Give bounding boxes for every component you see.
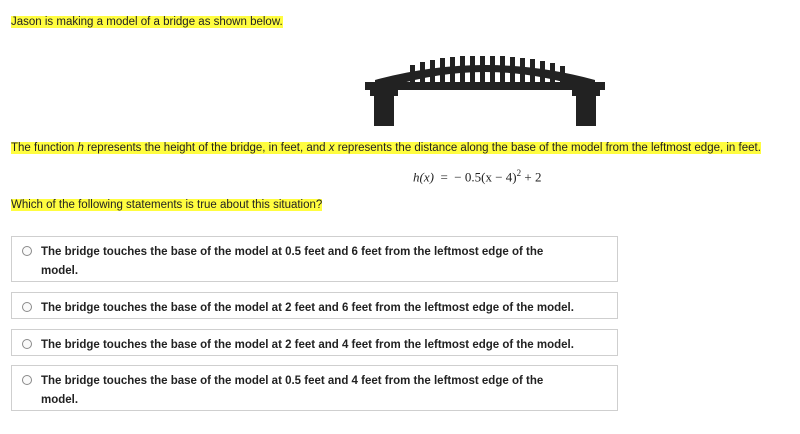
function-text-3: represents the distance along the base of the model from the leftmost edge, in feet. — [334, 142, 761, 154]
equation-lhs: h(x) — [413, 169, 434, 185]
equation — [413, 168, 541, 185]
bridge-left-pier — [374, 96, 394, 126]
bridge-right-pier-cap — [572, 90, 600, 96]
answer-choice-text: The bridge touches the base of the model at 0.5 feet and 4 feet from the leftmost edge of the model. — [41, 375, 544, 406]
equation-exponent: 2 — [516, 168, 522, 178]
intro-text — [11, 16, 283, 28]
answer-choice-a[interactable] — [11, 236, 618, 282]
question-highlight: Which of the following statements is true about this situation? — [11, 199, 323, 211]
function-text-2: represents the height of the bridge, in feet, and — [83, 142, 329, 154]
answer-choice-text: The bridge touches the base of the model at 0.5 feet and 6 feet from the leftmost edge of the model. — [41, 246, 544, 277]
intro-highlight: Jason is making a model of a bridge as shown below. — [11, 16, 283, 28]
function-var-x: x — [328, 142, 335, 154]
bridge-illustration — [360, 48, 660, 128]
bridge-deck — [365, 82, 605, 90]
function-description — [11, 142, 761, 154]
radio-button-icon[interactable] — [22, 375, 32, 385]
answer-choice-c[interactable] — [11, 329, 618, 356]
function-text-1: The function — [11, 142, 78, 154]
equation-rhs: − 0.5(x − 4) — [454, 169, 517, 185]
equation-tail: + 2 — [521, 169, 542, 185]
bridge-left-pier-cap — [370, 90, 398, 96]
question-text — [11, 199, 322, 211]
bridge-right-pier — [576, 96, 596, 126]
answer-choice-text: The bridge touches the base of the model at 2 feet and 4 feet from the leftmost edge of the model. — [41, 339, 574, 351]
radio-button-icon[interactable] — [22, 302, 32, 312]
answer-choice-d[interactable] — [11, 365, 618, 411]
radio-button-icon[interactable] — [22, 339, 32, 349]
function-highlight — [11, 142, 761, 154]
answer-choice-text: The bridge touches the base of the model at 2 feet and 6 feet from the leftmost edge of the model. — [41, 302, 574, 314]
radio-button-icon[interactable] — [22, 246, 32, 256]
function-var-h: h — [77, 142, 84, 154]
answer-choice-b[interactable] — [11, 292, 618, 319]
equation-equals: = — [440, 169, 448, 185]
